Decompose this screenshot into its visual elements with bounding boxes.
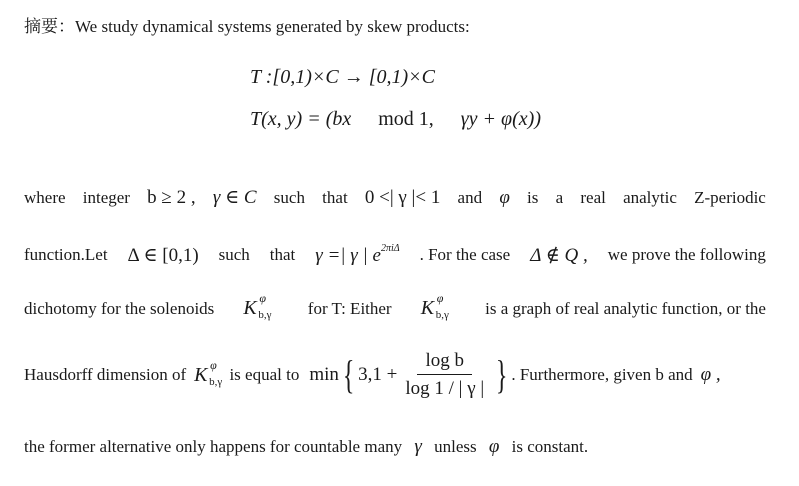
math-min: min [309, 364, 339, 385]
word: where [24, 187, 66, 207]
solenoid-symbol [194, 357, 229, 388]
paragraph-line-1 [24, 186, 766, 209]
solenoid-symbol [420, 291, 456, 321]
paragraph-line-4 [24, 350, 766, 400]
equation-1: T :[0,1)×C → [0,1)×C [250, 66, 435, 88]
math-gamma-polar-base: γ =| γ | e [315, 245, 381, 266]
word: we prove the following [607, 245, 766, 264]
solenoid-sup: φ [436, 291, 444, 305]
math-phi: φ , [700, 364, 721, 385]
solenoid-sub: b,γ [209, 375, 223, 388]
fraction-numerator: log b [417, 350, 472, 375]
word: . For the case [419, 245, 511, 264]
equation-2-rhs: γy + φ(x)) [460, 108, 541, 130]
equation-2 [250, 108, 541, 131]
word: a [555, 187, 564, 207]
word: such [218, 245, 250, 264]
word: and [457, 187, 483, 207]
paragraph-line-5 [24, 436, 588, 458]
word: analytic [623, 187, 677, 207]
solenoid-sup: φ [210, 357, 217, 372]
word: that [269, 245, 296, 264]
word: function.Let [24, 245, 108, 264]
solenoid-sup: φ [259, 291, 266, 305]
solenoid-sub: b,γ [435, 309, 449, 321]
math-gamma-bound: 0 <| γ |< 1 [364, 186, 441, 208]
solenoid-k: K [420, 297, 435, 319]
math-min-args: 3,1 + [358, 364, 398, 385]
equation-2-lhs: T(x, y) = (bx [250, 108, 352, 130]
text: for T: Either [307, 298, 392, 318]
math-gamma-polar-exponent: 2πiΔ [380, 243, 400, 254]
math-fraction [401, 350, 488, 400]
abstract-label: 摘要： [24, 17, 75, 36]
fraction-denominator: log 1 / | γ | [405, 378, 485, 399]
abstract-intro: We study dynamical systems generated by skew products: [75, 17, 470, 36]
math-phi: φ [499, 186, 510, 208]
text: is equal to [229, 365, 300, 384]
word: is [527, 187, 539, 207]
math-gamma-polar [315, 243, 399, 267]
text: is a graph of real analytic function, or the [485, 298, 766, 318]
word: Z-periodic [694, 187, 766, 207]
math-gamma-in-c: γ ∈ C [212, 187, 257, 208]
math-b-geq-2: b ≥ 2 , [147, 186, 196, 208]
solenoid-sub: b,γ [258, 309, 272, 321]
text: Hausdorff dimension of [24, 365, 187, 384]
text: . Furthermore, given b and [511, 365, 693, 384]
paragraph-line-3 [24, 291, 766, 321]
text: is constant. [511, 437, 589, 456]
left-brace: { [342, 352, 355, 397]
paragraph-line-2 [24, 243, 766, 267]
math-gamma: γ [414, 436, 422, 457]
word: unless [434, 437, 477, 456]
abstract-intro-line [24, 12, 470, 37]
math-phi: φ [488, 436, 500, 457]
word: such [273, 187, 305, 207]
math-delta-not-q: Δ ∉ Q , [530, 244, 588, 266]
solenoid-k: K [243, 297, 257, 319]
solenoid-k: K [194, 363, 208, 386]
text: the former alternative only happens for countable many [24, 437, 403, 456]
word: that [322, 187, 348, 207]
right-brace: } [495, 352, 508, 397]
word: real [580, 187, 606, 207]
text: dichotomy for the solenoids [24, 298, 215, 318]
math-delta-interval: Δ ∈ [0,1) [127, 244, 199, 266]
solenoid-symbol [243, 291, 278, 321]
equation-2-mod: mod 1, [378, 108, 434, 130]
word: integer [82, 187, 130, 207]
